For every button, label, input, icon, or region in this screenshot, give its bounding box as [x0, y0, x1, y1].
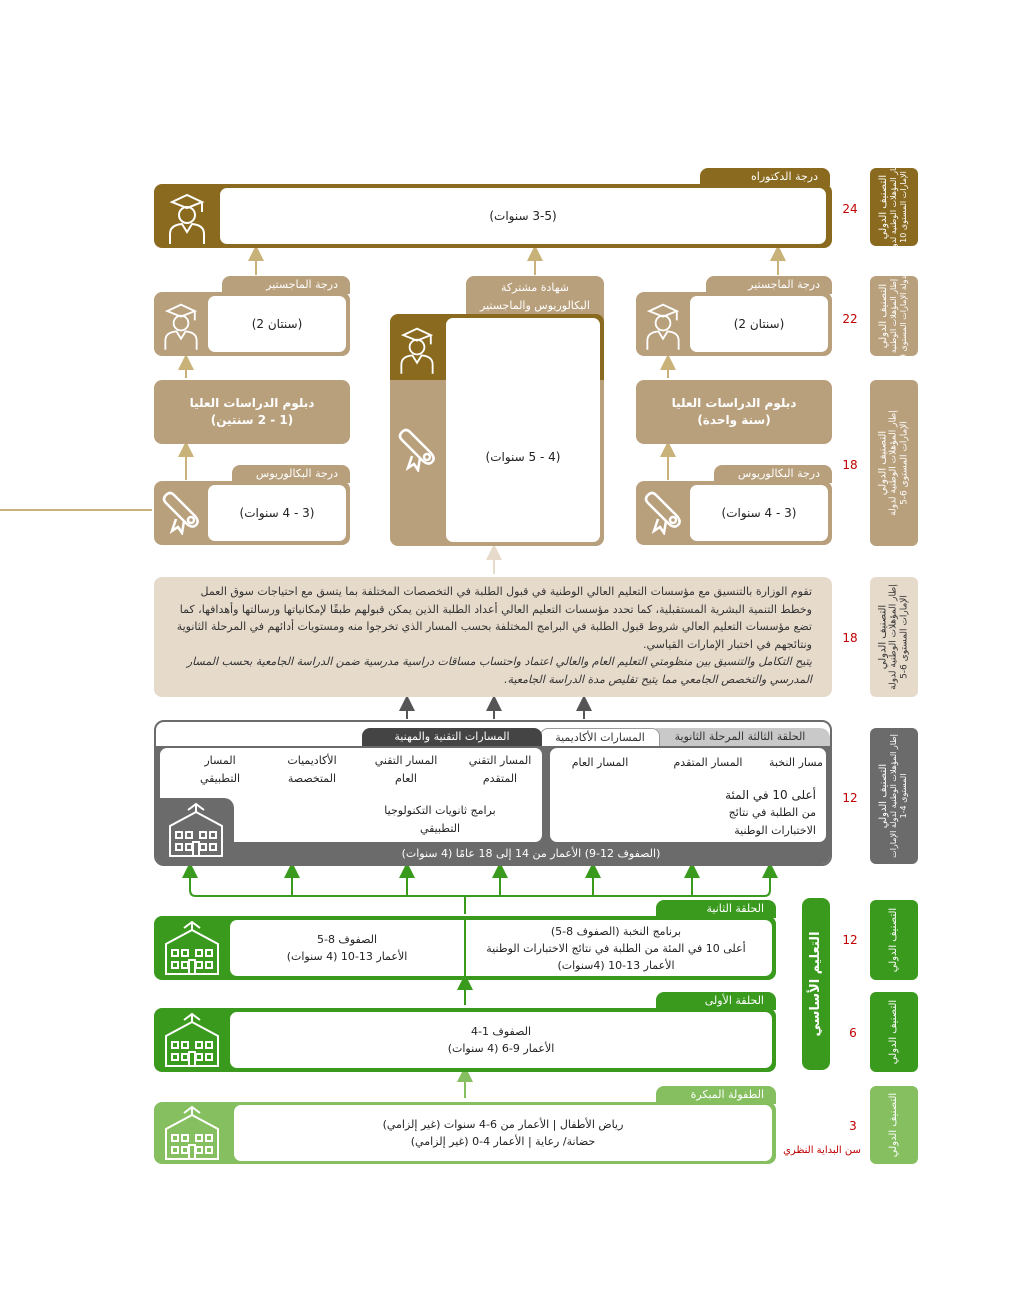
gen-tech-line1: المسار التقني: [374, 754, 438, 767]
theory-start-label: سن البداية النظري: [783, 1145, 861, 1156]
bachelor-right-box: [636, 481, 832, 545]
bachelor-left-inner: [208, 485, 346, 541]
side-22-line3: لدولة الإمارات المستوى 9: [899, 272, 908, 360]
age-12-upper: 12: [842, 791, 858, 805]
gen-tech-track: [366, 752, 446, 788]
age-12-lower: 12: [842, 933, 858, 947]
side-cycle1: [870, 992, 918, 1072]
school-building-icon: [162, 920, 222, 976]
bachelor-right-inner: [690, 485, 828, 541]
early-text: [234, 1116, 772, 1150]
diploma-scroll-icon: [640, 489, 686, 535]
bachelor-right-title: درجة البكالوريوس: [737, 467, 820, 480]
doctorate-duration: (3-5 سنوات): [489, 209, 557, 223]
side-level-5-6-lower: [870, 577, 918, 697]
side-12a-line2: إطار المؤهلات الوطنية لدولة الإمارات: [889, 734, 898, 858]
gen-tech-line2: العام: [395, 772, 417, 785]
general-track: المسار العام: [571, 756, 629, 769]
early-line2: حضانة/ رعاية | الأعمار 4-0 (غير إلزامي): [410, 1135, 596, 1148]
cycle2-elite: [470, 923, 762, 974]
cycle1-text: [230, 1023, 772, 1057]
side-12a-line1: التصنيف الدولي: [878, 763, 889, 829]
cycle2-elite-3: الأعمار 13-10 (4سنوات): [557, 959, 675, 972]
school-building-icon: [166, 802, 226, 858]
diploma-right-line1: دبلوم الدراسات العليا: [671, 396, 797, 410]
cycle1-box: [154, 1008, 776, 1072]
side-cycle1-text: التصنيف الدولي: [888, 999, 899, 1065]
masters-right-title: درجة الماجستير: [748, 278, 820, 291]
cycle1-grades: الصفوف 1-4: [470, 1025, 532, 1038]
side-level-9-text: [879, 273, 909, 359]
age-3: 3: [849, 1119, 857, 1133]
side-level-10-text: [879, 160, 909, 254]
tab-technical-label: المسارات التقنية والمهنية: [394, 730, 510, 743]
diploma-left-line1: دبلوم الدراسات العليا: [189, 396, 315, 410]
side-level-5-6-upper-text: [878, 410, 911, 516]
early-title: الطفولة المبكرة: [690, 1088, 764, 1101]
side-level-5-6-lower-text: [878, 584, 911, 690]
ministry-paragraph-2: يتيح التكامل والتنسيق بين منظومتي التعليم العام والعالي اعتماد واحتساب مساقات دراسية مدرسية ضمن الدراسة الجامعية بحسب المسار المدرسي والتخصص الجامعي مما يتيح تقليص مدة الدراسة الجامعية.: [186, 655, 812, 686]
graduate-icon: [162, 188, 212, 244]
basic-education-text: التعليم الأساسي: [808, 931, 823, 1037]
doctorate-title: درجة الدكتوراه: [751, 170, 818, 183]
ministry-paragraph-1: تقوم الوزارة بالتنسيق مع مؤسسات التعليم العالي الوطنية في قبول الطلبة في التخصصات المختلفة بما يتسق مع احتياجات سوق العمل وخطط التنمية البشرية المستقبلية، كما تحدد مؤسسات التعليم العالي أعداد الطلبة الذين يمكن قبولهم طبقًا لإمكانياتها ورسالتها وأهدافها، كما تضع مؤسسات التعليم العالي شروط قبول الطلبة في البرامج المختلفة بحسب المسار الذي تخرجوا منه ومستويات أدائهم في المرحلة الثانوية ونتائجهم في اختبار الإمارات القياسي.: [176, 585, 812, 651]
bachelor-left-title: درجة البكالوريوس: [255, 467, 338, 480]
spec-line1: الأكاديميات: [287, 754, 337, 767]
masters-left-duration: (سنتان 2): [251, 317, 303, 331]
advanced-track: المسار المتقدم: [673, 756, 743, 769]
masters-right-duration: (سنتان 2): [733, 317, 785, 331]
graduate-icon: [640, 296, 686, 352]
bachelor-left-duration: (3 - 4 سنوات): [239, 506, 315, 520]
side-early: [870, 1086, 918, 1164]
age-22: 22: [842, 312, 858, 326]
elite-note-2: من الطلبة في نتائج: [728, 806, 816, 819]
diploma-scroll-icon: [394, 426, 440, 472]
diploma-left-box: [154, 380, 350, 444]
cycle1-ages: الأعمار 9-6 (4 سنوات): [447, 1042, 555, 1055]
side-18a-line1: التصنيف الدولي: [877, 430, 889, 496]
side-24-line2: إطار المؤهلات الوطنية لدولة: [889, 160, 898, 254]
masters-left-box: [154, 292, 350, 356]
masters-right-box: [636, 292, 832, 356]
joint-title-2: البكالوريوس والماجستير: [480, 299, 590, 312]
tech-program-line1: برامج ثانويات التكنولوجيا: [384, 804, 496, 817]
school-building-icon: [162, 1012, 222, 1068]
basic-education-label: [802, 898, 830, 1070]
cycle2-general: [234, 931, 460, 965]
masters-left-title: درجة الماجستير: [266, 278, 338, 291]
spec-line2: المتخصصة: [287, 772, 337, 785]
elite-note-1: أعلى 10 في المئة: [725, 788, 816, 802]
age-18-lower: 18: [842, 631, 858, 645]
school-building-icon: [162, 1105, 222, 1161]
cycle2-box: [154, 916, 776, 980]
cycle2-elite-1: برنامج النخبة (الصفوف 8-5): [550, 925, 682, 938]
elite-track: مسار النخبة: [769, 756, 823, 769]
doctorate-inner: [220, 188, 826, 244]
masters-right-inner: [690, 296, 828, 352]
cycle2-grades: الصفوف 8-5: [316, 933, 378, 946]
side-level-10: [870, 160, 918, 254]
applied-line1: المسار: [204, 754, 236, 767]
diploma-right-line2: (سنة واحدة): [697, 413, 771, 427]
cycle2-elite-2: أعلى 10 في المئة من الطلبة في نتائج الاختبارات الوطنية: [486, 942, 746, 955]
ministry-note: [154, 577, 832, 697]
age-18-upper: 18: [842, 458, 858, 472]
graduate-icon: [158, 296, 204, 352]
specialized-academies: [272, 752, 352, 788]
secondary-footer: (الصفوف 12-9) الأعمار من 14 إلى 18 عامًا (4 سنوات): [401, 847, 661, 860]
diploma-left-line2: (1 - 2 سنتين): [210, 413, 294, 427]
applied-track: [180, 752, 260, 788]
side-18b-line1: التصنيف الدولي: [877, 604, 889, 670]
side-level-1-4-text: [879, 734, 909, 858]
side-18b-line3: الإمارات المستوى 6-5: [899, 595, 910, 679]
bachelor-left-box: [154, 481, 350, 545]
elite-note-3: الاختبارات الوطنية: [734, 824, 816, 837]
early-inner: [234, 1105, 772, 1161]
tab-cycle3: [650, 728, 830, 746]
adv-tech-track: [460, 752, 540, 788]
bachelor-right-duration: (3 - 4 سنوات): [721, 506, 797, 520]
tab-academic-label: المسارات الأكاديمية: [555, 731, 645, 744]
joint-box: [390, 314, 604, 546]
adv-tech-line1: المسار التقني: [468, 754, 532, 767]
tab-academic: [540, 728, 660, 746]
joint-inner: [446, 318, 600, 542]
side-18a-line3: الإمارات المستوى 6-5: [899, 421, 910, 505]
tech-program-line2: التطبيقي: [419, 822, 461, 835]
applied-line2: التطبيقي: [199, 772, 241, 785]
side-24-line1: التصنيف الدولي: [878, 174, 889, 240]
cycle1-title: الحلقة الأولى: [704, 994, 764, 1007]
side-18a-line2: إطار المؤهلات الوطنية لدولة: [888, 410, 899, 516]
masters-left-inner: [208, 296, 346, 352]
side-cycle2: [870, 900, 918, 980]
side-22-line2: إطار المؤهلات الوطنية: [889, 278, 898, 354]
cycle2-title: الحلقة الثانية: [706, 902, 764, 915]
doctorate-box: [154, 184, 832, 248]
side-22-line1: التصنيف الدولي: [878, 283, 889, 349]
cycle1-inner: [230, 1012, 772, 1068]
side-level-9: [870, 272, 918, 360]
secondary-panel: [156, 746, 830, 864]
side-18b-line2: إطار المؤهلات الوطنية لدولة: [888, 584, 899, 690]
early-line1: رياض الأطفال | الأعمار من 6-4 سنوات (غير إلزامي): [382, 1118, 624, 1131]
side-early-text: التصنيف الدولي: [888, 1092, 899, 1158]
side-level-5-6-upper: [870, 380, 918, 546]
academic-box: [550, 748, 826, 842]
joint-duration: (4 - 5 سنوات): [485, 450, 561, 464]
tab-technical: [362, 728, 542, 746]
graduate-icon: [394, 320, 440, 376]
age-24: 24: [842, 202, 858, 216]
adv-tech-line2: المتقدم: [482, 772, 518, 785]
side-cycle2-text: التصنيف الدولي: [888, 907, 899, 973]
diploma-scroll-icon: [158, 489, 204, 535]
side-12a-line3: المستوى 4-1: [899, 773, 908, 819]
side-24-line3: الإمارات المستوى 10: [899, 171, 908, 243]
joint-title-1: شهادة مشتركة: [500, 281, 570, 294]
early-box: [154, 1102, 776, 1164]
side-level-1-4: [870, 728, 918, 864]
cycle2-inner: [230, 920, 772, 976]
cycle2-divider: [464, 920, 466, 976]
tab-cycle3-label: الحلقة الثالثة المرحلة الثانوية: [674, 730, 806, 743]
cycle2-ages: الأعمار 13-10 (4 سنوات): [286, 950, 408, 963]
age-6: 6: [849, 1026, 857, 1040]
diploma-right-box: [636, 380, 832, 444]
tech-program: [350, 802, 530, 838]
